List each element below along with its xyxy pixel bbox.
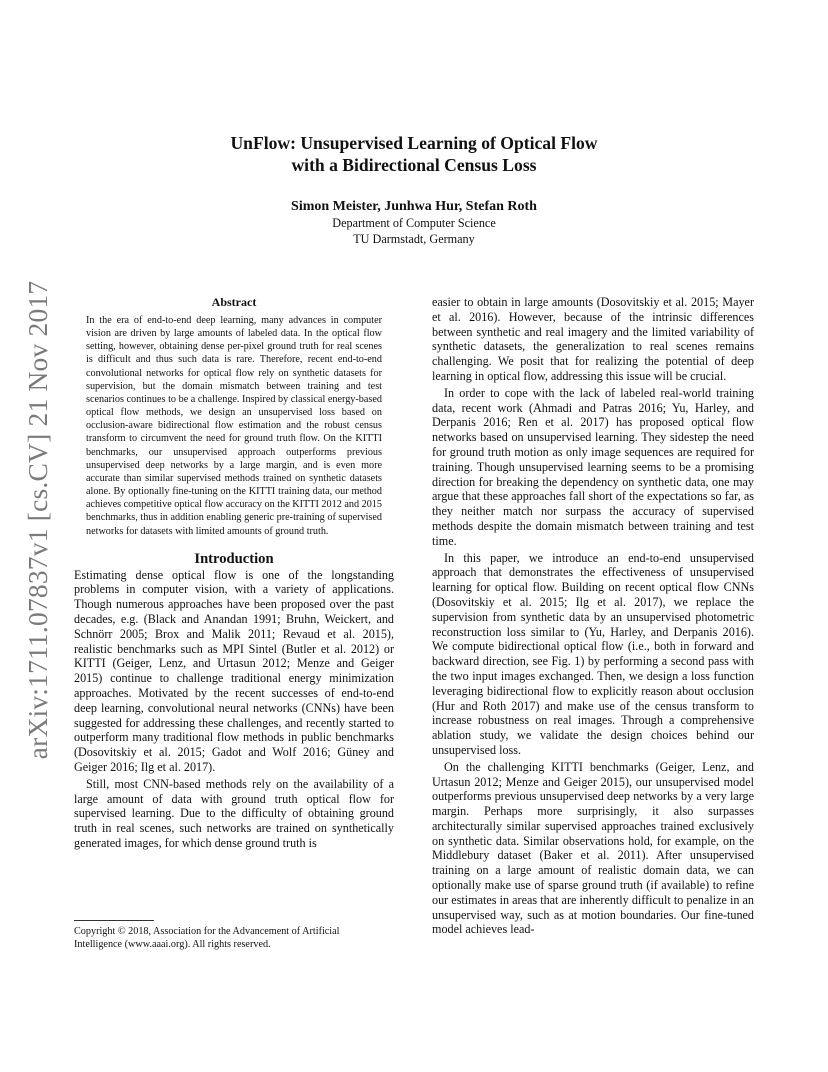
intro-paragraph-4: In this paper, we introduce an end-to-end unsupervised approach that demonstrates the effectiveness of unsupervised learning for optical flow. Building on recent optical flow CNNs (Dosovitskiy et al. 2015; Ilg et al. 2017), we replace the supervision from synthetic data by an unsupervised photometric reconstruction loss similar to (Yu, Harley, and Derpanis 2016). We compute bidirectional optical flow (i.e., both in forward and backward direction, see Fig. 1) by performing a second pass with the two input images exchanged. Then, we design a loss function leveraging bidirectional flow to explicitly reason about occlusion (Hur and Roth 2017) and make use of the census transform to increase robustness on real images. Through a comprehensive ablation study, we validate the design choices behind our unsupervised loss. — [432, 550, 754, 757]
left-column — [74, 295, 394, 851]
abstract-heading: Abstract — [211, 295, 257, 309]
title-line-1: UnFlow: Unsupervised Learning of Optical Flow — [230, 133, 598, 153]
title-line-2: with a Bidirectional Census Loss — [291, 155, 537, 175]
intro-paragraph-5: On the challenging KITTI benchmarks (Geiger, Lenz, and Urtasun 2012; Menze and Geiger 2015), our unsupervised model outperforms previous unsupervised deep networks by a very large margin. Perhaps more surprisingly, it also surpasses architecturally similar supervised approaches trained exclusively on synthetic data. Similar observations hold, for example, on the Middlebury dataset (Baker et al. 2011). After unsupervised training on a large amount of realistic domain data, we can optionally make use of sparse ground truth (if available) to refine our estimates in areas that are inherently difficult to penalize in an unsupervised way, such as at motion boundaries. Our fine-tuned model achieves lead- — [432, 759, 754, 937]
paper-title — [0, 132, 828, 176]
intro-paragraph-1: Estimating dense optical flow is one of the longstanding problems in computer vision, with a variety of applications. Though numerous approaches have been proposed over the past decades, e.g. (Black and Anandan 1991; Bruhn, Weickert, and Schnörr 2005; Brox and Malik 2011; Revaud et al. 2015), realistic benchmarks such as MPI Sintel (Butler et al. 2012) or KITTI (Geiger, Lenz, and Urtasun 2012; Menze and Geiger 2015) continue to challenge traditional energy minimization approaches. Motivated by the recent successes of end-to-end deep learning, convolutional neural networks (CNNs) have been suggested for addressing these challenges, and recently started to outperform many traditional flow methods in public benchmarks (Dosovitskiy et al. 2015; Gadot and Wolf 2016; Güney and Geiger 2016; Ilg et al. 2017). — [74, 567, 394, 775]
copyright-line-1: Copyright © 2018, Association for the Advancement of Artificial — [74, 926, 340, 937]
copyright-footnote — [74, 920, 394, 951]
introduction-heading: Introduction — [194, 550, 274, 567]
intro-paragraph-3: In order to cope with the lack of labeled real-world training data, recent work (Ahmadi and Patras 2016; Yu, Harley, and Derpanis 2016; Ren et al. 2017) has proposed optical flow networks based on unsupervised learning. They sidestep the need for ground truth motion as only image sequences are required for training. Though unsupervised learning seems to be a promising direction for breaking the dependency on synthetic data, one may argue that these approaches fall short of the expectations so far, as they neither match nor surpass the accuracy of supervised methods despite the domain mismatch between training and test time. — [432, 385, 754, 548]
intro-paragraph-2-continued: easier to obtain in large amounts (Dosovitskiy et al. 2015; Mayer et al. 2016). However, because of the intrinsic differences between synthetic and real imagery and the limited variability of synthetic datasets, the generalization to real scenes remains challenging. We posit that for realizing the potential of deep learning in optical flow, addressing this issue will be crucial. — [432, 295, 754, 383]
affiliation-university: TU Darmstadt, Germany — [353, 231, 475, 246]
right-column — [432, 295, 754, 937]
affiliation-department: Department of Computer Science — [332, 216, 496, 230]
affiliation — [0, 216, 828, 247]
intro-paragraph-2: Still, most CNN-based methods rely on the availability of a large amount of data with ground truth optical flow for supervised learning. Due to the difficulty of obtaining ground truth in real scenes, such networks are trained on synthetically generated images, for which dense ground truth is — [74, 776, 394, 850]
copyright-line-2: Intelligence (www.aaai.org). All rights reserved. — [74, 939, 271, 951]
footnote-rule — [74, 920, 154, 921]
arxiv-stamp — [22, 282, 54, 758]
author-list: Simon Meister, Junhwa Hur, Stefan Roth — [291, 199, 537, 214]
abstract-text: In the era of end-to-end deep learning, many advances in computer vision are driven by large amounts of labeled data. In the optical flow setting, however, obtaining dense per-pixel ground truth for real scenes is difficult and thus such data is rare. Therefore, recent end-to-end convolutional networks for optical flow rely on synthetic datasets for supervision, but the domain mismatch between training and test scenarios continues to be a challenge. Inspired by classical energy-based optical flow methods, we design an unsupervised loss based on occlusion-aware bidirectional flow estimation and the robust census transform to circumvent the need for ground truth flow. On the KITTI benchmarks, our unsupervised approach outperforms previous unsupervised deep networks by a large margin, and is even more accurate than similar supervised methods trained on synthetic datasets alone. By optionally fine-tuning on the KITTI training data, our method achieves competitive optical flow accuracy on the KITTI 2012 and 2015 benchmarks, thus in addition enabling generic pre-training of supervised networks for datasets with limited amounts of ground truth. — [86, 315, 382, 537]
arxiv-identifier: arXiv:1711.07837v1 [cs.CV] 21 Nov 2017 — [22, 280, 53, 760]
